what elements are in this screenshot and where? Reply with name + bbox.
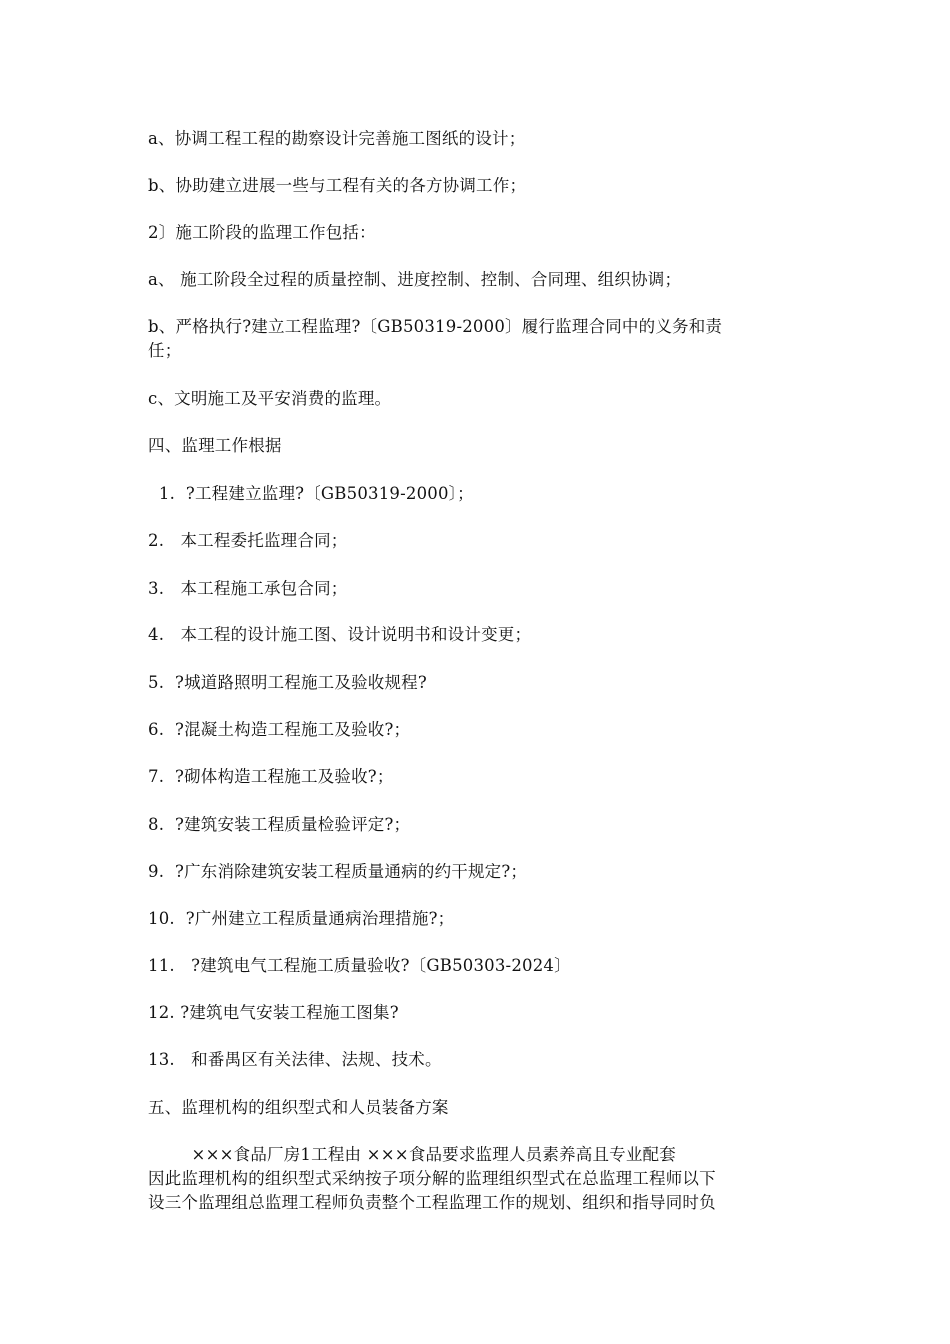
paragraph-organization-line-1: ×××食品厂房1工程由 ×××食品要求监理人员素养高且专业配套 [148,1145,676,1164]
section-heading-5: 五、监理机构的组织型式和人员装备方案 [148,1098,449,1117]
list-item-2: 2. 本工程委托监理合同； [148,531,348,550]
list-item-5: 5. ?城道路照明工程施工及验收规程? [148,673,427,692]
list-item-6: 6. ?混凝土构造工程施工及验收?； [148,720,411,739]
list-item-12: 12. ?建筑电气安装工程施工图集? [148,1003,399,1022]
list-item-9: 9. ?广东消除建筑安装工程质量通病的约干规定?； [148,862,528,881]
paragraph-b-line-1: b、严格执行?建立工程监理?〔GB50319-2000〕履行监理合同中的义务和责 [148,317,723,336]
text-line-a-quality-control: a、 施工阶段全过程的质量控制、进度控制、控制、合同理、组织协调； [148,270,682,289]
list-item-13: 13. 和番禺区有关法律、法规、技术。 [148,1050,442,1069]
list-item-4: 4. 本工程的设计施工图、设计说明书和设计变更； [148,625,532,644]
list-item-11: 11. ?建筑电气工程施工质量验收?〔GB50303-2024〕 [148,956,571,975]
text-line-a-coordinate: a、协调工程工程的勘察设计完善施工图纸的设计； [148,129,526,148]
section-heading-4: 四、监理工作根据 [148,436,282,455]
paragraph-b-line-2: 任； [148,341,182,360]
paragraph-organization-line-3: 设三个监理组总监理工程师负责整个工程监理工作的规划、组织和指导同时负 [148,1193,716,1212]
list-item-10: 10. ?广州建立工程质量通病治理措施?； [148,909,455,928]
text-line-c-civilized: c、文明施工及平安消费的监理。 [148,389,392,408]
list-item-3: 3. 本工程施工承包合同； [148,579,348,598]
paragraph-organization-line-2: 因此监理机构的组织型式采纳按子项分解的监理组织型式在总监理工程师以下 [148,1169,716,1188]
text-line-construction-stage: 2〕施工阶段的监理工作包括： [148,223,376,242]
paragraph-b-strict [148,315,808,363]
text-line-b-assist: b、协助建立进展一些与工程有关的各方协调工作； [148,176,527,195]
list-item-7: 7. ?砌体构造工程施工及验收?； [148,767,394,786]
paragraph-organization [148,1143,808,1215]
list-item-8: 8. ?建筑安装工程质量检验评定?； [148,815,411,834]
list-item-1: 1. ?工程建立监理?〔GB50319-2000〕； [148,484,474,503]
